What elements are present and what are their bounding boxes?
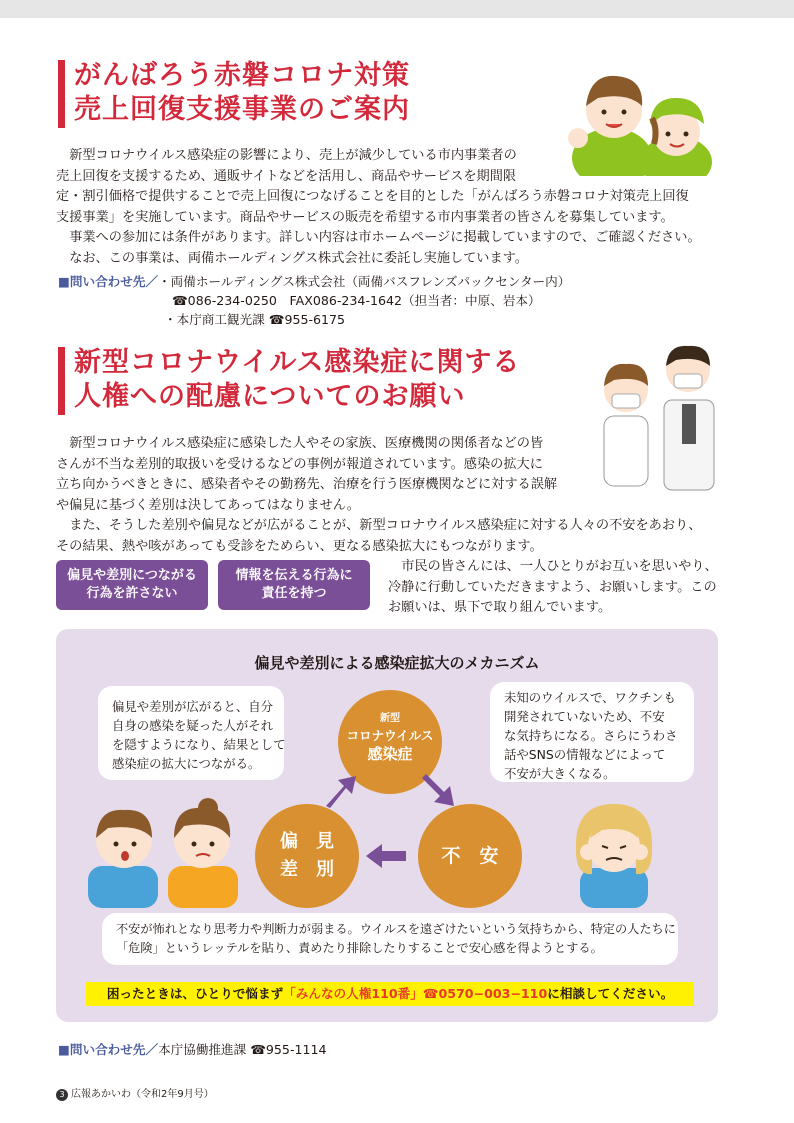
bubble-line: 偏見や差別が広がると、自分	[112, 699, 274, 714]
helpline-prefix: 困ったときは、ひとりで悩まず	[106, 986, 284, 1001]
section2-paragraph: 新型コロナウイルス感染症に感染した人やその家族、医療機関の関係者などの皆	[69, 436, 544, 451]
section1-paragraph: 定・割引価格で提供することで売上回復につなげることを目的とした「がんばろう赤磐コロナ対策売上回復	[56, 189, 689, 205]
arrow-down-right-icon	[418, 772, 458, 808]
page-footer	[56, 1085, 214, 1101]
section2-contact	[58, 1040, 327, 1059]
top-band	[0, 0, 794, 18]
request-line: お願いは、県下で取り組んでいます。	[388, 600, 612, 616]
section1-title	[74, 59, 410, 127]
contact-line: ・両備ホールディングス株式会社（両備バスフレンズパックセンター内）	[158, 274, 571, 289]
left-explanation-bubble	[98, 686, 284, 780]
badge-line: 責任を持つ	[261, 586, 327, 601]
covid-circle-small: 新型	[380, 713, 400, 724]
bubble-line: 自身の感染を疑った人がそれ	[112, 718, 274, 733]
mechanism-title: 偏見や差別による感染症拡大のメカニズム	[254, 654, 540, 672]
covid-circle-line: コロナウイルス	[346, 728, 434, 743]
section2-title	[74, 346, 520, 414]
section1-title-line2: 売上回復支援事業のご案内	[74, 94, 410, 125]
bubble-line: 「危険」というレッテルを貼り、責めたり排除したりすることで安心感を得ようとする。	[116, 941, 603, 955]
anxiety-circle: 不 安	[418, 804, 522, 908]
contact-label: ■問い合わせ先／	[58, 274, 159, 289]
section1-paragraph: 売上回復を支援するため、通販サイトなどを活用し、商品やサービスを期間限	[56, 168, 517, 184]
section1-paragraph: 新型コロナウイルス感染症の影響により、売上が減少している市内事業者の	[69, 148, 517, 163]
anxious-person-illustration	[566, 796, 662, 908]
section2-title-line1: 新型コロナウイルス感染症に関する	[74, 347, 521, 378]
prejudice-circle-line: 偏 見	[280, 831, 334, 852]
contact-label: ■問い合わせ先／	[58, 1042, 159, 1057]
section2-title-line2: 人権への配慮についてのお願い	[74, 381, 466, 412]
contact-line: ☎086-234-0250 FAX086-234-1642（担当者：中原、岩本）	[172, 293, 541, 308]
helpline-banner	[86, 982, 694, 1006]
arrow-up-right-icon	[320, 772, 360, 808]
section2-paragraph: や偏見に基づく差別は決してあってはなりません。	[56, 497, 360, 513]
section1-paragraph: 事業への参加には条件があります。詳しい内容は市ホームページに掲載していますので、ご確認ください。	[69, 230, 701, 246]
section1-body	[56, 146, 701, 270]
badge-line: 情報を伝える行為に	[235, 568, 353, 583]
contact-line: ・本庁商工観光課 ☎955-6175	[164, 312, 346, 327]
bubble-line: 話やSNSの情報などによって	[504, 747, 666, 762]
bubble-line: を隠すようになり、結果として	[112, 737, 286, 752]
request-line: 市民の皆さんには、一人ひとりがお互いを思いやり、	[401, 559, 718, 574]
bubble-line: 不安が大きくなる。	[504, 766, 616, 781]
bottom-explanation-bubble	[102, 913, 678, 965]
section1-title-line1: がんばろう赤磐コロナ対策	[74, 60, 410, 91]
section2-request	[388, 557, 718, 619]
badge-line: 行為を許さない	[86, 586, 178, 601]
section1-paragraph: 支援事業」を実施しています。商品やサービスの販売を希望する市内事業者の皆さんを募集しています。	[56, 209, 674, 225]
responsible-info-badge	[218, 560, 370, 610]
bubble-line: 不安が怖れとなり思考力や判断力が弱まる。ウイルスを遠ざけたいという気持ちから、特定の人たちに	[116, 922, 676, 936]
section2-paragraph: また、そうした差別や偏見などが広がることが、新型コロナウイルス感染症に対する人々の不安をあおり、	[69, 518, 702, 534]
bubble-line: 開発されていないため、不安	[504, 709, 665, 724]
arrow-left-icon	[364, 842, 408, 870]
section2-paragraph: さんが不当な差別的取扱いを受けるなどの事例が報道されています。感染の拡大に	[56, 456, 543, 472]
helpline-number[interactable]: 「みんなの人権110番」☎0570−003−110	[283, 986, 548, 1001]
section2-paragraph: その結果、熱や咳があっても受診をためらい、更なる感染拡大にもつながります。	[56, 538, 543, 554]
bubble-line: な気持ちになる。さらにうわさ	[504, 728, 678, 743]
title-accent-bar	[58, 347, 65, 415]
helpline-suffix: に相談してください。	[547, 986, 674, 1001]
bubble-line: 感染症の拡大につながる。	[112, 756, 261, 771]
section2-paragraph: 立ち向かうべきときに、感染者やその勤務先、治療を行う医療機関などに対する誤解	[56, 477, 558, 493]
section1-contact	[58, 272, 570, 291]
right-explanation-bubble	[490, 682, 694, 782]
contact-line: 本庁協働推進課 ☎955-1114	[158, 1042, 327, 1057]
page-number: 3	[56, 1089, 68, 1101]
worried-people-illustration	[84, 796, 244, 908]
prejudice-circle-line: 差 別	[280, 859, 334, 880]
request-line: 冷静に行動していただきますよう、お願いします。この	[388, 579, 717, 595]
covid-circle-line: 感染症	[367, 745, 413, 763]
section1-paragraph: なお、この事業は、両備ホールディングス株式会社に委託し実施しています。	[69, 250, 528, 266]
bubble-line: 未知のウイルスで、ワクチンも	[504, 690, 676, 705]
publication-name: 広報あかいわ（令和2年9月号）	[71, 1089, 214, 1100]
title-accent-bar	[58, 60, 65, 128]
badge-line: 偏見や差別につながる	[67, 568, 197, 583]
section2-body	[56, 434, 701, 558]
prejudice-circle	[255, 804, 359, 908]
no-discrimination-badge	[56, 560, 208, 610]
